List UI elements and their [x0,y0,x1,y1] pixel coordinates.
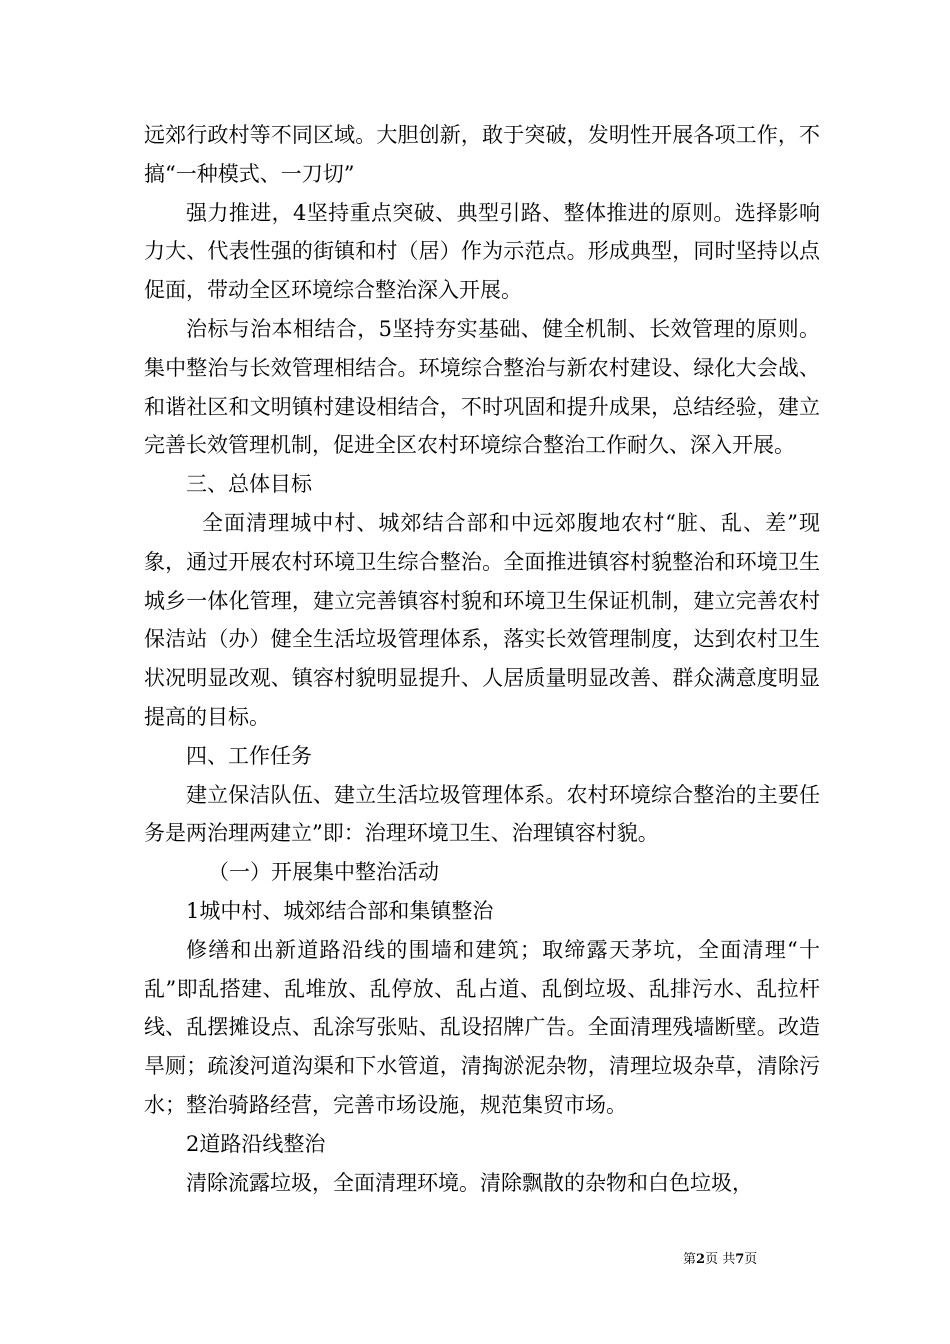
item-heading-2: 2道路沿线整治 [186,1131,326,1156]
footer-current-page: 2 [696,1252,706,1267]
paragraph-7: 建立保洁队伍、建立生活垃圾管理体系。农村环境综合整治的主要任务是两治理两建立”即：治理环境卫生、治理镇容村貌。 [144,782,820,846]
paragraph-10: 修缮和出新道路沿线的围墙和建筑；取缔露天茅坑，全面清理“十乱”即乱搭建、乱堆放、乱停放、乱占道、乱倒垃圾、乱排污水、乱拉杆线、乱摆摊设点、乱涂写张贴、乱设招牌广告。全面清理残墙断壁。改造旱厕；疏浚河道沟渠和下水管道，清掏淤泥杂物，清理垃圾杂草，清除污水；整治骑路经营，完善市场设施，规范集贸市场。 [144,937,820,1117]
page-number-footer [683,1248,757,1267]
paragraph-12: 清除流露垃圾，全面清理环境。清除飘散的杂物和白色垃圾， [186,1170,753,1195]
paragraph-1: 远郊行政村等不同区域。大胆创新，敢于突破，发明性开展各项工作，不搞“一种模式、一刀切” [144,123,820,186]
document-body [144,116,820,1202]
paragraph-5: 全面清理城中村、城郊结合部和中远郊腹地农村“脏、乱、差”现象，通过开展农村环境卫生综合整治。全面推进镇容村貌整治和环境卫生城乡一体化管理，建立完善镇容村貌和环境卫生保证机制，建立完善农村保洁站（办）健全生活垃圾管理体系，落实长效管理制度，达到农村卫生状况明显改观、镇容村貌明显提升、人居质量明显改善、群众满意度明显提高的目标。 [144,510,820,729]
paragraph-2: 强力推进，4坚持重点突破、典型引路、整体推进的原则。选择影响力大、代表性强的街镇和村（居）作为示范点。形成典型，同时坚持以点促面，带动全区环境综合整治深入开展。 [144,200,820,303]
subsection-heading-1: （一）开展集中整治活动 [208,860,439,885]
section-heading-4: 四、工作任务 [186,743,312,768]
section-heading-3: 三、总体目标 [186,472,312,497]
item-heading-1: 1城中村、城郊结合部和集镇整治 [186,898,494,923]
footer-total-pages: 7 [735,1252,745,1267]
footer-suffix: 页 [744,1252,758,1267]
paragraph-3: 治标与治本相结合，5坚持夯实基础、健全机制、长效管理的原则。集中整治与长效管理相结合。环境综合整治与新农村建设、绿化大会战、和谐社区和文明镇村建设相结合，不时巩固和提升成果，总结经验，建立完善长效管理机制，促进全区农村环境综合整治工作耐久、深入开展。 [144,316,820,458]
footer-middle: 页 共 [705,1252,736,1267]
footer-prefix: 第 [683,1252,697,1267]
